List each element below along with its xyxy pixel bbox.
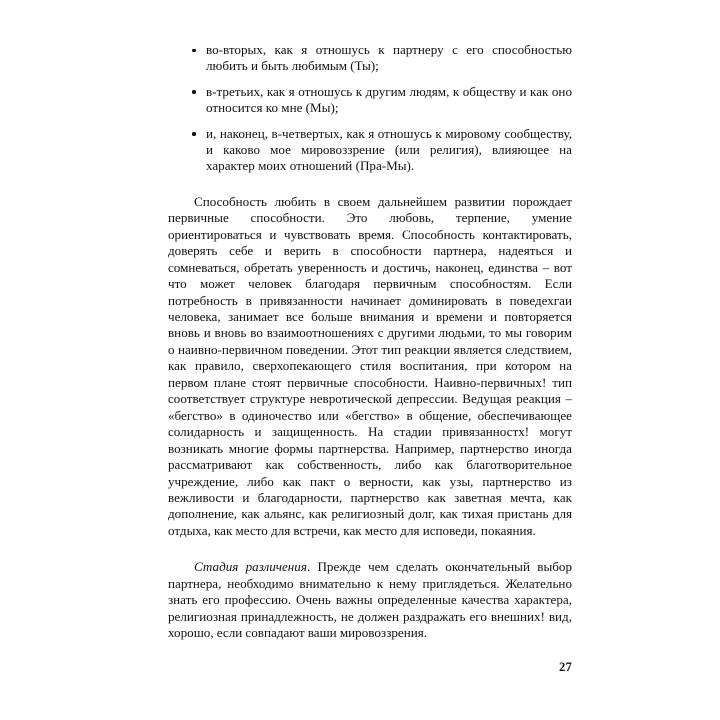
paragraph-lead-in-italic: Стадия различения: [194, 559, 307, 575]
list-item-text: и, наконец, в-четвертых, как я отношусь к мировому сообществу, и каково мое мировоззрение (или религия), влияющее на характер моих отношений (Пра-Мы).: [206, 125, 572, 174]
list-item-text: во-вторых, как я отношусь к партнеру с его способностью любить и быть любимым (Ты);: [206, 42, 572, 74]
page-number: 27: [559, 660, 572, 674]
bulleted-list: [168, 42, 572, 175]
paragraph-text: Способность любить в своем дальнейшем развитии порождает первичные способности. Это любовь, терпение, умение ориентироваться и чувствовать время. Способность контактировать, доверять себе и верить в способности партнера, надеяться и сомневаться, обретать уверенность и достичь, наконец, единства – вот что может человек благодаря первичным способностям. Если потребность в привязанности начинает доминировать в поведехгаи человека, занимает все больше внимания и времени и повторяется вновь и вновь во взаимоотношениях с другими людьми, то мы говорим о наивно-первичном поведении. Этот тип реакции является следствием, как правило, сверхопекающего стиля воспитания, при котором на первом плане стоят первичные способности. Наивно-первичных! тип соответствует структуре невротической депрессии. Ведущая реакция – «бегство» в одиночество или «бегство» в общение, обеспечивающее солидарность и защищенность. На стадии привязанностх! могут возникать многие формы партнерства. Например, партнерство иногда рассматривают как собственность, либо как благотворительное учреждение, либо как пакт о верности, как узы, партнерство из вежливости и благодарности, партнерство как заветная мечта, как дополнение, как альянс, как религиозный долг, как тихая пристань для отдыха, как место для встречи, как место для исповеди, покаяния.: [168, 193, 572, 538]
bullet-point-icon: [192, 132, 196, 136]
text-column: [168, 42, 572, 642]
bullet-point-icon: [192, 49, 196, 53]
list-item: [168, 84, 572, 117]
bullet-point-icon: [192, 90, 196, 94]
list-item: [168, 42, 572, 75]
body-paragraph-primary-abilities: [168, 194, 572, 540]
paragraph-text: . Прежде чем сделать окончательный выбор партнера, необходимо внимательно к нему приглядеться. Желательно знать его профессию. Очень важны определенные качества характера, религиозная принадлежность, не должен раздражать его внешних! вид, хорошо, если совпадают ваши мировоззрения.: [168, 559, 572, 641]
list-item-text: в-третьих, как я отношусь к другим людям, к обществу и как оно относится ко мне (Мы);: [206, 83, 572, 116]
body-paragraph-stage-of-differentiation: [168, 559, 572, 641]
list-item: [168, 126, 572, 175]
